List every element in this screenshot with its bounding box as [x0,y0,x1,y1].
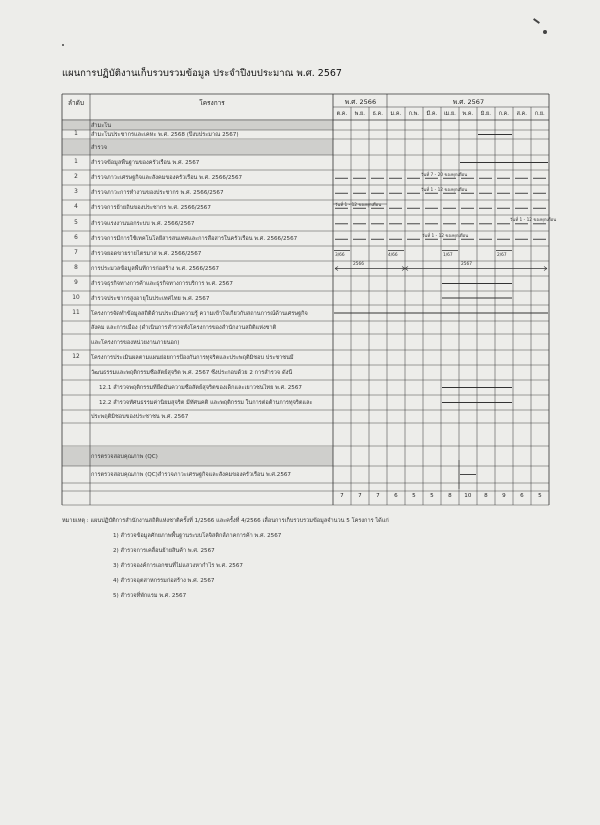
project-name: สำรวจภาวะเศรษฐกิจและสังคมของครัวเรือน พ.ศ. 2566/2567 [91,175,243,181]
timeline-note: วันที่ 1 - 12 ของทุกเดือน [335,202,382,208]
row-number: 4 [74,204,78,210]
header-year-2567: พ.ศ. 2567 [452,98,485,106]
project-name: สำรวจภาวะการทำงานของประชากร พ.ศ. 2566/2567 [91,190,224,196]
project-name: สำรวจยอดขายรายไตรมาส พ.ศ. 2566/2567 [91,251,202,257]
month-header: พ.ย. [354,111,365,117]
project-name: โครงการประเมินผลตามแผนย่อยการป้องกันการทุจริตและประพฤติมิชอบ ประชาชนมี [91,355,294,361]
month-count: 5 [412,493,416,499]
timeline-note: 2567 [461,261,472,267]
month-count: 9 [502,493,506,499]
month-count: 6 [394,493,398,499]
project-name: สำรวจประชากรสูงอายุในประเทศไทย พ.ศ. 2567 [91,295,210,302]
project-name: สำรวจ [91,144,107,151]
project-name: สำรวจข้อมูลพื้นฐานของครัวเรือน พ.ศ. 2567 [91,160,200,166]
timeline-note: 1/67 [443,253,453,258]
project-name: สำมะโนประชากรและเคหะ พ.ศ. 2568 (ปีงบประมาณ 2567) [91,132,239,138]
month-header: ก.พ. [408,111,419,117]
month-header: มี.ค. [426,111,438,117]
row-number: 8 [74,265,78,271]
remark-item: 1) สำรวจข้อมูลศักยภาพพื้นฐานระบบโลจิสติกส์ภาคการค้า พ.ศ. 2567 [113,533,282,539]
month-header: ต.ค. [336,111,348,117]
project-name: การประมวลข้อมูลพื้นที่การก่อสร้าง พ.ศ. 2566/2567 [91,266,220,272]
page-title: แผนการปฏิบัติงานเก็บรวบรวมข้อมูล ประจำปีงบประมาณ พ.ศ. 2567 [62,68,342,79]
row-number: 9 [74,280,78,286]
project-name: โครงการจัดทำข้อมูลสถิติด้านประเมินความรู้ ความเข้าใจเกี่ยวกับสถานการณ์ด้านเศรษฐกิจ [91,310,308,317]
month-count: 5 [538,493,542,499]
project-name: สำมะโน [91,122,112,129]
month-header: ก.ย. [534,111,545,117]
project-name: สำรวจการย้ายถิ่นของประชากร พ.ศ. 2566/2567 [91,205,211,211]
remark-item: 5) สำรวจที่พักแรม พ.ศ. 2567 [113,593,187,599]
project-name: สำรวจการมีการใช้เทคโนโลยีสารสนเทศและการสื่อสารในครัวเรือน พ.ศ. 2566/2567 [91,236,298,242]
remark-intro: หมายเหตุ : แผนปฏิบัติการสำนักงานสถิติแห่งชาติครั้งที่ 1/2566 และครั้งที่ 4/2566 เลื่อนการเก็บรวบรวมข้อมูลจำนวน 5 โครงการ ได้แก่ [62,518,389,524]
row-number: 2 [74,174,78,180]
timeline-note: 2/67 [497,253,507,258]
month-header: ม.ค. [390,111,402,117]
month-header: พ.ค. [462,111,474,117]
row-number: 12 [72,354,80,360]
header-year-2566: พ.ศ. 2566 [344,98,377,106]
row-number: 10 [72,294,80,301]
project-name: 12.1 สำรวจพฤติกรรมที่ยึดมั่นความซื่อสัตย์สุจริตของเด็กและเยาวชนไทย พ.ศ. 2567 [99,385,302,391]
project-name: และโครงการของหน่วยงานภายนอก) [91,339,180,346]
project-name: สำรวจธุรกิจทางการค้าและธุรกิจทางการบริการ พ.ศ. 2567 [91,281,233,287]
timeline-note: วันที่ 7 - 20 ของทุกเดือน [421,173,468,178]
row-number: 5 [74,219,78,226]
row-number: 7 [74,250,78,256]
month-count: 8 [484,493,488,499]
header-no: ลำดับ [68,99,84,107]
row-number: 6 [74,235,78,241]
remark-item: 4) สำรวจอุตสาหกรรมก่อสร้าง พ.ศ. 2567 [113,578,215,584]
project-name: ประพฤติมิชอบของประชาชน พ.ศ. 2567 [91,414,189,420]
timeline-note: วันที่ 1 - 12 ของทุกเดือน [510,218,557,223]
timeline-note: วันที่ 1 - 12 ของทุกเดือน [422,233,469,239]
month-header: มิ.ย. [480,111,491,117]
row-number: 1 [74,131,78,137]
month-count: 5 [430,493,434,499]
timeline-note: 4/66 [388,253,398,258]
remark-item: 2) สำรวจการเคลื่อนย้ายสินค้า พ.ศ. 2567 [113,548,215,554]
month-header: เม.ย. [443,111,456,117]
row-number: 11 [72,309,80,316]
remark-item: 3) สำรวจองค์การเอกชนที่ไม่แสวงหากำไร พ.ศ. 2567 [113,563,243,569]
month-count: 8 [448,493,452,499]
month-count: 7 [340,493,344,499]
project-name: วัฒนธรรมและพฤติกรรมซื่อสัตย์สุจริต พ.ศ. 2567 ซึ่งประกอบด้วย 2 การสำรวจ ดังนี้ [91,370,293,376]
project-name: สังคม และการเมือง (ดำเนินการสำรวจทั้งโครงการของสำนักงานสถิติแห่งชาติ [91,325,277,331]
project-name: การตรวจสอบคุณภาพ (QC)สำรวจภาวะเศรษฐกิจและสังคมของครัวเรือน พ.ศ.2567 [91,472,291,478]
timeline-note: วันที่ 1 - 12 ของทุกเดือน [421,188,468,193]
row-number: 1 [74,159,78,165]
month-count: 7 [376,493,380,499]
month-header: ก.ค. [498,111,509,117]
project-name: การตรวจสอบคุณภาพ (QC) [91,453,158,460]
timeline-note: 3/66 [335,253,345,258]
project-name: สำรวจแรงงานนอกระบบ พ.ศ. 2566/2567 [91,220,195,227]
header-project: โครงการ [199,99,225,107]
month-count: 7 [358,493,362,499]
project-name: 12.2 สำรวจทัศนธรรมค่านิยมสุจริต มีทัศนคติ และพฤติกรรม ในการต่อต้านการทุจริตและ [99,400,313,406]
month-count: 10 [464,493,472,499]
row-number: 3 [74,189,78,195]
month-header: ธ.ค. [372,111,383,117]
timeline-note: 2566 [353,261,364,267]
month-header: ส.ค. [516,111,527,117]
month-count: 6 [520,493,524,499]
